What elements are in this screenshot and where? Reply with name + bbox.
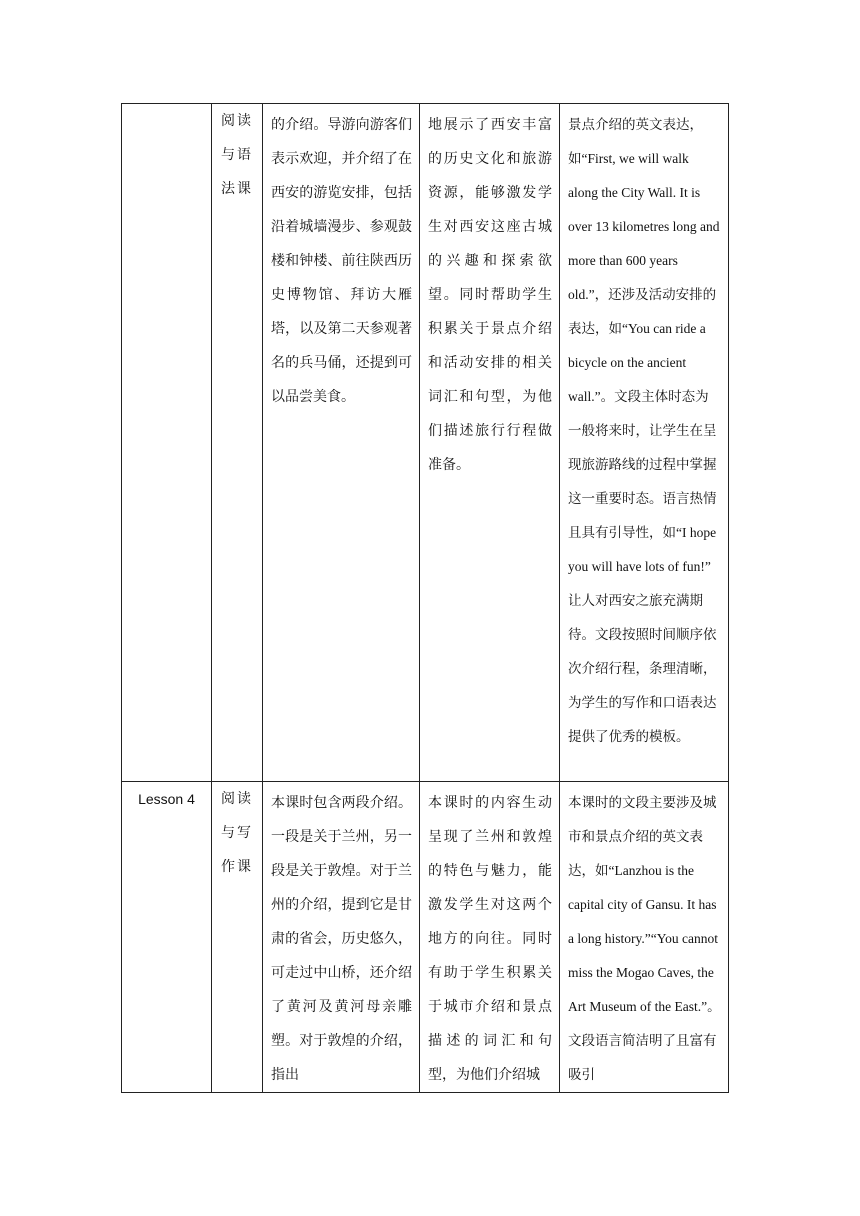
lesson-cell (122, 104, 212, 782)
content-cell (263, 104, 420, 782)
lesson-cell (122, 782, 212, 1093)
language-cell (560, 104, 729, 782)
lesson-type: 阅读与写作课 (221, 791, 253, 875)
language-text: 景点介绍的英文表达，如“First, we will walk along the City Wall. It is over 13 kilometres long and more than 600 years old.”，还涉及活动安排的表达，如“You can ride a bicycle on the ancient wall.”。文段主体时态为一般将来时，让学生在呈现旅游路线的过程中掌握这一重要时态。语言热情且具有引导性，如“I hope you will have lots of fun!” 让人对西安之旅充满期待。文段按照时间顺序依次介绍行程，条理清晰，为学生的写作和口语表达提供了优秀的模板。 (568, 117, 720, 744)
lesson-analysis-table (121, 103, 729, 1093)
language-text: 本课时的文段主要涉及城市和景点介绍的英文表达，如“Lanzhou is the capital city of Gansu. It has a long history.”“You cannot miss the Mogao Caves, the Art Museum of the East.”。文段语言简洁明了且富有吸引 (568, 795, 721, 1082)
content-cell (263, 782, 420, 1093)
lesson-type-cell (212, 104, 263, 782)
content-text: 的介绍。导游向游客们表示欢迎，并介绍了在西安的游览安排，包括沿着城墙漫步、参观鼓楼和钟楼、前往陕西历史博物馆、拜访大雁塔，以及第二天参观著名的兵马俑，还提到可以品尝美食。 (271, 117, 412, 405)
lesson-type: 阅读与语法课 (221, 113, 253, 197)
content-text: 本课时包含两段介绍。一段是关于兰州，另一段是关于敦煌。对于兰州的介绍，提到它是甘肃的省会，历史悠久，可走过中山桥，还介绍了黄河及黄河母亲雕塑。对于敦煌的介绍，指出 (271, 795, 412, 1083)
language-cell (560, 782, 729, 1093)
value-cell (420, 782, 560, 1093)
value-text: 本课时的内容生动呈现了兰州和敦煌的特色与魅力，能激发学生对这两个地方的向往。同时有助于学生积累关于城市介绍和景点描述的词汇和句型，为他们介绍城 (428, 795, 552, 1083)
table-row (122, 104, 729, 782)
lesson-type-cell (212, 782, 263, 1093)
lesson-name: Lesson 4 (138, 791, 195, 807)
table-row (122, 782, 729, 1093)
value-cell (420, 104, 560, 782)
value-text: 地展示了西安丰富的历史文化和旅游资源，能够激发学生对西安这座古城的兴趣和探索欲望。同时帮助学生积累关于景点介绍和活动安排的相关词汇和句型，为他们描述旅行行程做准备。 (428, 117, 552, 473)
